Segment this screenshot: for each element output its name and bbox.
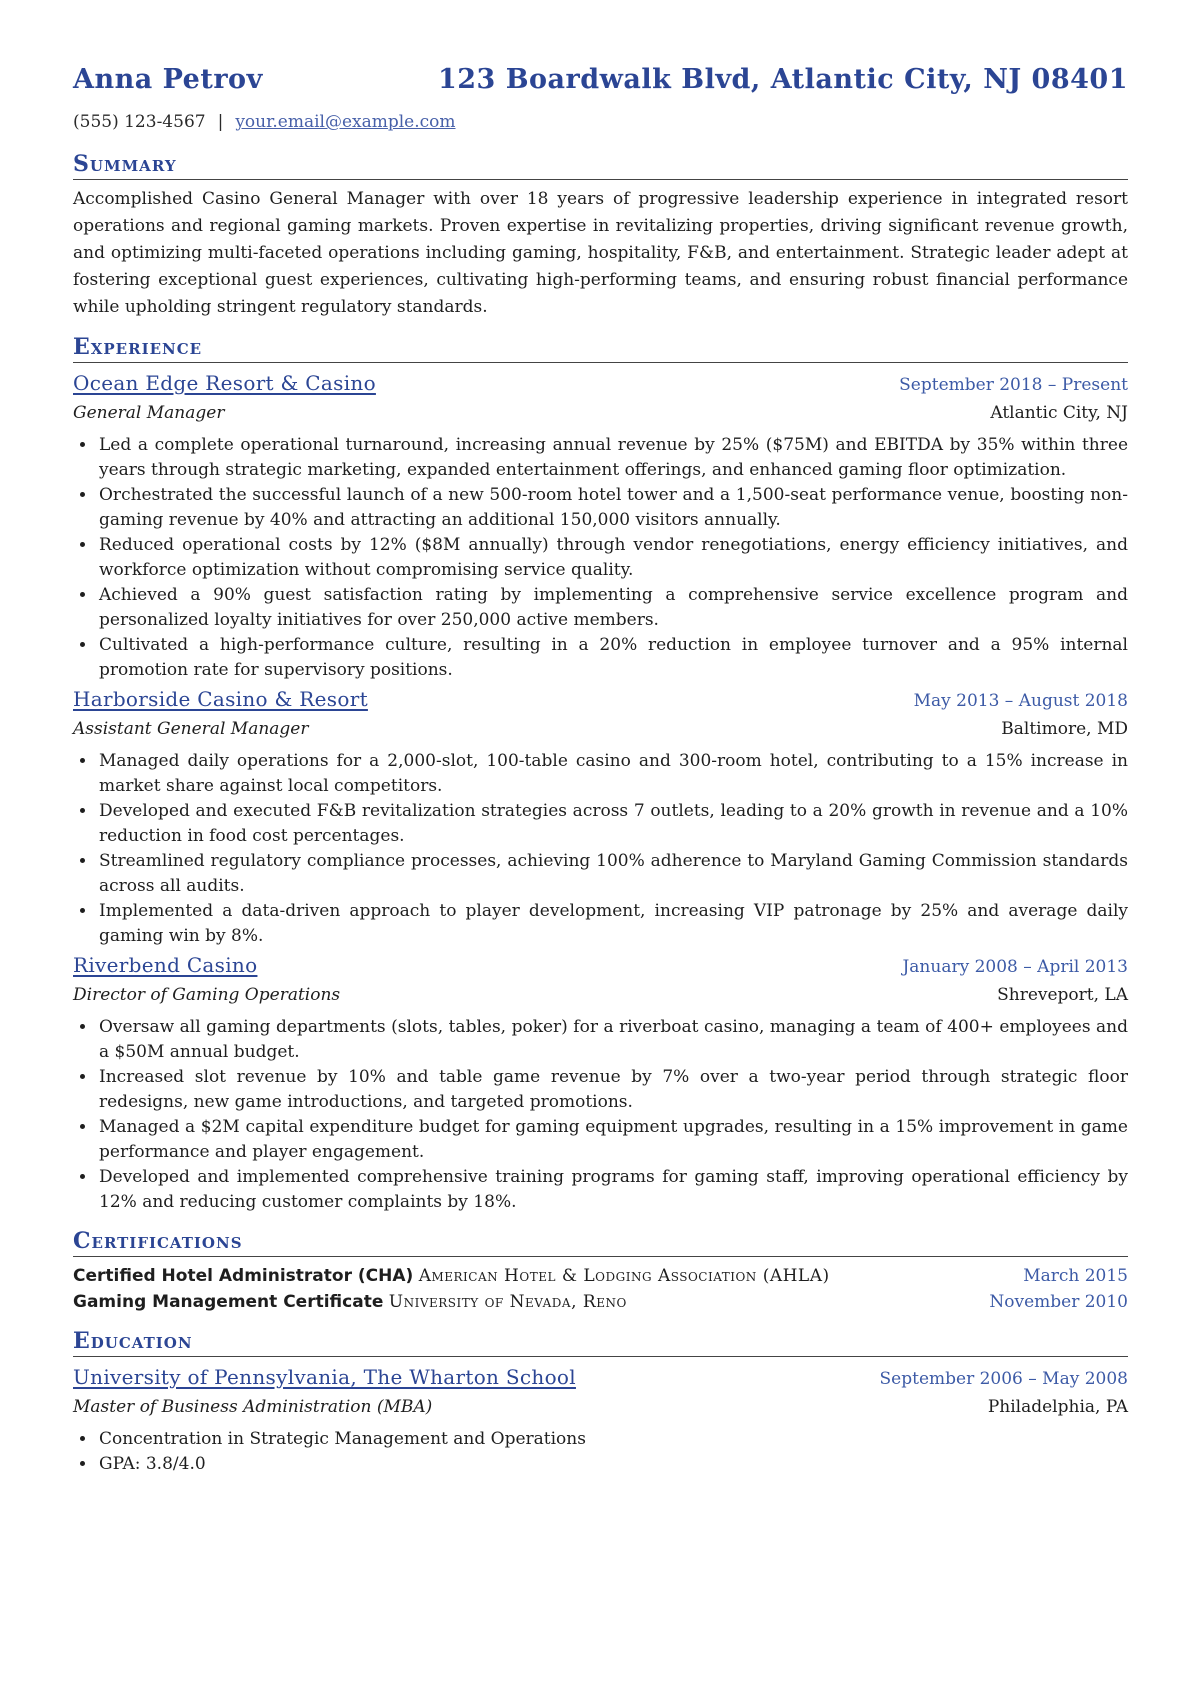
job-title: Assistant General Manager [73,719,309,739]
certification-entry [73,1289,1128,1315]
list-item: • Developed and implemented comprehensive training programs for gaming staff, improving operational efficiency by 12% and reducing customer complaints by 18%. [97,1165,1128,1215]
certification-issuer: University of Nevada, Reno [388,1292,627,1312]
achievement-list [73,1015,1128,1215]
employer-link[interactable]: Ocean Edge Resort & Casino [73,371,376,395]
job-location: Baltimore, MD [1001,719,1128,739]
section-title-certifications: Certifications [73,1227,1128,1257]
experience-entry [73,369,1128,683]
experience-entry [73,951,1128,1215]
job-title: Director of Gaming Operations [73,985,341,1005]
job-location: Shreveport, LA [997,985,1128,1005]
summary-text: Accomplished Casino General Manager with over 18 years of progressive leadership experience in integrated resort operations and regional gaming markets. Proven expertise in revitalizing properties, driving significant revenue growth, and optimizing multi-faceted operations including gaming, hospitality, F&B, and entertainment. Strategic leader adept at fostering exceptional guest experiences, cultivating high-performing teams, and ensuring robust financial performance while upholding stringent regulatory standards. [73,189,1128,317]
list-item: • Implemented a data-driven approach to player development, increasing VIP patronage by 25% and average daily gaming win by 8%. [97,899,1128,949]
contact-line [73,112,1128,138]
candidate-address: 123 Boardwalk Blvd, Atlantic City, NJ 08401 [437,64,1128,95]
education-details [73,1427,1128,1477]
certification-date: November 2010 [989,1292,1128,1312]
list-item: • Managed a $2M capital expenditure budget for gaming equipment upgrades, resulting in a 15% improvement in game performance and player engagement. [97,1115,1128,1165]
list-item: • Managed daily operations for a 2,000-slot, 100-table casino and 300-room hotel, contributing to a 15% increase in market share against local competitors. [97,749,1128,799]
job-location: Atlantic City, NJ [990,403,1128,423]
list-item: • Streamlined regulatory compliance processes, achieving 100% adherence to Maryland Gaming Commission standards across all audits. [97,849,1128,899]
job-title: General Manager [73,403,225,423]
employer-link[interactable]: Harborside Casino & Resort [73,687,368,711]
achievement-list [73,749,1128,949]
list-item: • Cultivated a high-performance culture, resulting in a 20% reduction in employee turnover and a 95% internal promotion rate for supervisory positions. [97,633,1128,683]
certification-entry [73,1263,1128,1289]
education-entry [73,1363,1128,1477]
achievement-list [73,433,1128,683]
list-item: • Oversaw all gaming departments (slots, tables, poker) for a riverboat casino, managing a team of 400+ employees and a $50M annual budget. [97,1015,1128,1065]
list-item: • GPA: 3.8/4.0 [97,1452,1128,1477]
candidate-name: Anna Petrov [73,64,263,95]
employment-dates: January 2008 – April 2013 [902,957,1128,977]
certification-date: March 2015 [1023,1266,1128,1286]
employment-dates: May 2013 – August 2018 [913,691,1128,711]
education-dates: September 2006 – May 2008 [879,1369,1128,1389]
list-item: • Achieved a 90% guest satisfaction rating by implementing a comprehensive service excellence program and personalized loyalty initiatives for over 250,000 active members. [97,583,1128,633]
contact-separator: | [217,112,224,132]
school-link[interactable]: University of Pennsylvania, The Wharton School [73,1365,576,1389]
certification-issuer: American Hotel & Lodging Association (AHLA) [418,1266,830,1286]
experience-entry [73,685,1128,949]
school-location: Philadelphia, PA [987,1397,1128,1417]
employer-link[interactable]: Riverbend Casino [73,953,258,977]
list-item: • Concentration in Strategic Management and Operations [97,1427,1128,1452]
list-item: • Reduced operational costs by 12% ($8M annually) through vendor renegotiations, energy efficiency initiatives, and workforce optimization without compromising service quality. [97,533,1128,583]
phone-number: (555) 123-4567 [73,112,206,132]
certification-name: Gaming Management Certificate [73,1292,384,1312]
list-item: • Orchestrated the successful launch of a new 500-room hotel tower and a 1,500-seat performance venue, boosting non-gaming revenue by 40% and attracting an additional 150,000 visitors annually. [97,483,1128,533]
list-item: • Increased slot revenue by 10% and table game revenue by 7% over a two-year period through strategic floor redesigns, new game introductions, and targeted promotions. [97,1065,1128,1115]
header [73,64,1128,108]
section-title-summary: Summary [73,150,1128,180]
employment-dates: September 2018 – Present [899,375,1128,395]
list-item: • Developed and executed F&B revitalization strategies across 7 outlets, leading to a 20% growth in revenue and a 10% reduction in food cost percentages. [97,799,1128,849]
section-title-education: Education [73,1327,1128,1357]
certification-name: Certified Hotel Administrator (CHA) [73,1266,414,1286]
list-item: • Led a complete operational turnaround, increasing annual revenue by 25% ($75M) and EBITDA by 35% within three years through strategic marketing, expanded entertainment offerings, and enhanced gaming floor optimization. [97,433,1128,483]
degree: Master of Business Administration (MBA) [73,1397,433,1417]
section-title-experience: Experience [73,333,1128,363]
email-link[interactable]: your.email@example.com [235,112,456,132]
